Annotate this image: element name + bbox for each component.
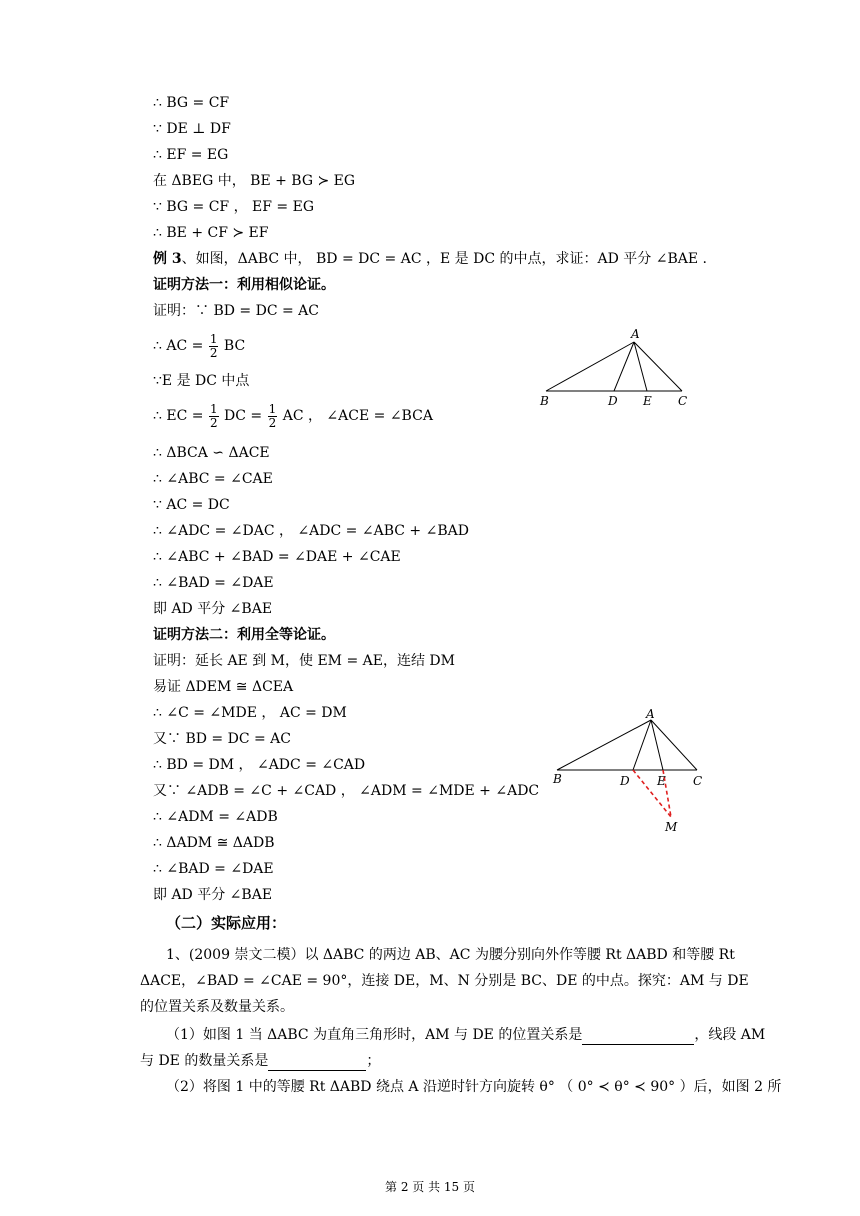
- text: ；: [366, 1053, 381, 1069]
- problem-part-1-cont: [140, 1052, 380, 1071]
- answer-blank[interactable]: [268, 1052, 366, 1071]
- proof-line: ∴ ∠ADC = ∠DAC ， ∠ADC = ∠ABC + ∠BAD: [153, 523, 469, 539]
- proof-line: ∴ ∠C = ∠MDE ， AC = DM: [153, 705, 347, 721]
- proof-line: ∴ BD = DM ， ∠ADC = ∠CAD: [153, 757, 366, 773]
- example-3-text: 、如图，ΔABC 中， BD = DC = AC ，E 是 DC 的中点，求证：AD 平分 ∠BAE .: [181, 251, 707, 267]
- segment-ac: [634, 342, 682, 391]
- proof-line: ∴ ∠ABC = ∠CAE: [153, 471, 273, 487]
- segment-ae: [651, 720, 663, 770]
- label-b: B: [553, 772, 562, 786]
- text: ，线段 AM: [694, 1027, 766, 1043]
- section-heading: （二）实际应用：: [166, 914, 287, 932]
- proof-line: ∴ BE + CF ≻ EF: [153, 225, 269, 241]
- label-e: E: [657, 774, 666, 788]
- segment-ae: [634, 342, 647, 391]
- proof-line: 即 AD 平分 ∠BAE: [153, 601, 273, 617]
- method-2-title: 证明方法二：利用全等论证。: [153, 627, 335, 643]
- label-e: E: [643, 394, 652, 408]
- proof-line: 又∵ ∠ADB = ∠C + ∠CAD ， ∠ADM = ∠MDE + ∠ADC: [153, 783, 540, 799]
- label-a: A: [646, 707, 655, 721]
- segment-ad: [614, 342, 634, 391]
- proof-line: ∵ DE ⊥ DF: [153, 121, 231, 137]
- proof-line: 易证 ΔDEM ≅ ΔCEA: [153, 679, 294, 695]
- proof-line: 即 AD 平分 ∠BAE: [153, 887, 273, 903]
- example-3: [153, 250, 707, 268]
- text: BC: [223, 338, 246, 354]
- segment-ad: [633, 720, 651, 770]
- fraction: $\frac{1}{2}$: [268, 401, 277, 430]
- proof-line: ∴ ΔBCA ∽ ΔACE: [153, 445, 270, 461]
- label-a: A: [631, 327, 640, 341]
- method-1-title: 证明方法一：利用相似论证。: [153, 277, 335, 293]
- example-3-label: 例 3: [153, 251, 182, 267]
- segment-ac: [651, 720, 697, 770]
- label-m: M: [665, 820, 678, 834]
- text: ∴ AC =: [153, 338, 204, 354]
- fraction: $\frac{1}{2}$: [209, 401, 218, 430]
- proof-line: ∴ ∠ABC + ∠BAD = ∠DAE + ∠CAE: [153, 549, 401, 565]
- proof-line-fraction: [153, 400, 433, 432]
- label-d: D: [608, 394, 618, 408]
- proof-line: ∴ ΔADM ≅ ΔADB: [153, 835, 275, 851]
- label-d: D: [620, 774, 630, 788]
- text: 与 DE 的数量关系是: [140, 1053, 269, 1069]
- proof-line: ∴ ∠ADM = ∠ADB: [153, 809, 278, 825]
- proof-line: ∴ ∠BAD = ∠DAE: [153, 861, 274, 877]
- proof-line: 又∵ BD = DC = AC: [153, 731, 291, 747]
- text: （1）如图 1 当 ΔABC 为直角三角形时，AM 与 DE 的位置关系是: [166, 1027, 583, 1043]
- proof-line: ∴ EF = EG: [153, 147, 229, 163]
- page-footer: 第 2 页 共 15 页: [385, 1180, 475, 1194]
- figure-2-triangle: [545, 703, 715, 838]
- fraction: $\frac{1}{2}$: [209, 331, 218, 360]
- proof-line: 证明：∵ BD = DC = AC: [153, 303, 319, 319]
- text: ∴ EC =: [153, 408, 204, 424]
- proof-line: ∴ BG = CF: [153, 95, 230, 111]
- label-b: B: [540, 394, 549, 408]
- segment-ab: [546, 342, 634, 391]
- problem-paragraph: 1、(2009 崇文二模）以 ΔABC 的两边 AB、AC 为腰分别向外作等腰 Rt ΔABD 和等腰 Rt ΔACE，∠BAD = ∠CAE = 90°，连接 DE，M、N 分别是 BC、DE 的中点。探究：AM 与 DE 的位置关系及数量关系。: [140, 947, 749, 1015]
- problem-part-2: （2）将图 1 中的等腰 Rt ΔABD 绕点 A 沿逆时针方向旋转 θ° （ 0° ≺ θ° ≺ 90° ）后，如图 2 所: [166, 1079, 782, 1095]
- proof-line: ∵E 是 DC 中点: [153, 373, 250, 389]
- label-c: C: [678, 394, 688, 408]
- proof-line: ∴ ∠BAD = ∠DAE: [153, 575, 274, 591]
- proof-line: 证明：延长 AE 到 M，使 EM = AE，连结 DM: [153, 653, 455, 669]
- text: DC =: [224, 408, 263, 424]
- figure-1-triangle: [530, 325, 710, 415]
- answer-blank[interactable]: [582, 1026, 694, 1045]
- label-c: C: [693, 774, 703, 788]
- proof-line: ∵ AC = DC: [153, 497, 230, 513]
- proof-line-fraction: [153, 330, 245, 362]
- segment-ab: [557, 720, 651, 770]
- proof-line: 在 ΔBEG 中， BE + BG ≻ EG: [153, 173, 356, 189]
- text: AC ， ∠ACE = ∠BCA: [282, 408, 433, 424]
- problem-part-1: [166, 1026, 765, 1045]
- proof-line: ∵ BG = CF ， EF = EG: [153, 199, 315, 215]
